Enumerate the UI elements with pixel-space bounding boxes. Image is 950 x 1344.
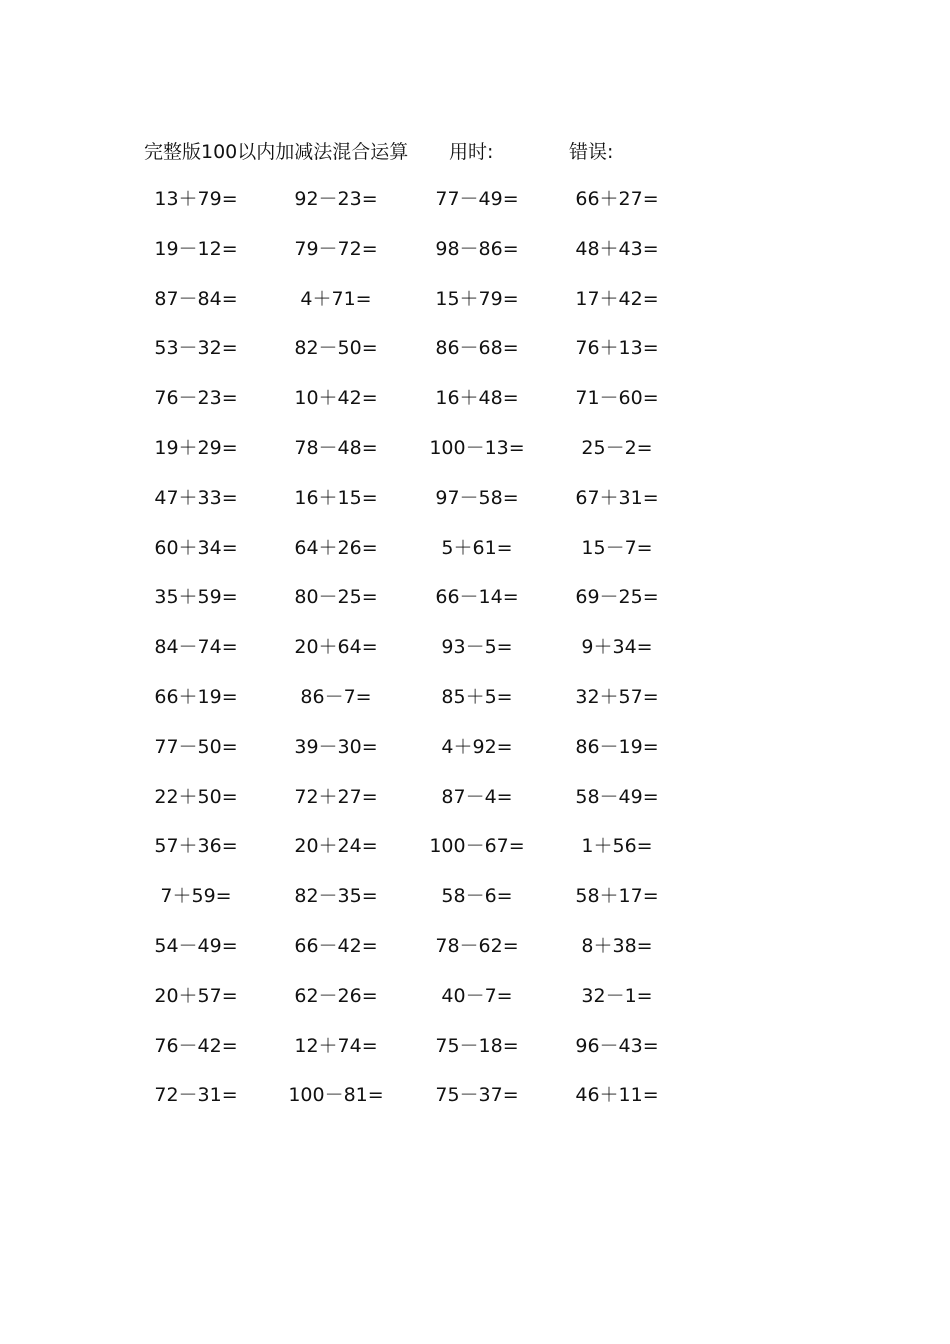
math-problem: 17＋42= — [575, 287, 659, 310]
math-problem: 82－35= — [294, 885, 378, 908]
math-problem: 76－23= — [154, 387, 238, 410]
math-problem: 1＋56= — [581, 835, 653, 858]
problem-row — [0, 584, 950, 634]
math-problem: 10＋42= — [294, 387, 378, 410]
math-problem: 66－42= — [294, 934, 378, 957]
problem-row — [0, 335, 950, 385]
math-problem: 4＋71= — [300, 287, 372, 310]
math-problem: 58＋17= — [575, 885, 659, 908]
math-problem: 77－49= — [435, 188, 519, 210]
problem-row — [0, 634, 950, 684]
math-problem: 75－18= — [435, 1034, 519, 1057]
math-problem: 75－37= — [435, 1084, 519, 1107]
math-problem: 87－4= — [441, 785, 513, 808]
math-problem: 53－32= — [154, 337, 238, 360]
math-problem: 78－48= — [294, 436, 378, 459]
math-problem: 86－68= — [435, 337, 519, 360]
math-problem: 96－43= — [575, 1034, 659, 1057]
math-problem: 67＋31= — [575, 486, 659, 509]
problem-row — [0, 833, 950, 883]
math-problem: 58－6= — [441, 885, 513, 908]
math-problem: 84－74= — [154, 636, 238, 659]
problem-row — [0, 435, 950, 485]
math-problem: 7＋59= — [160, 885, 232, 908]
math-problem: 100－81= — [288, 1084, 384, 1107]
math-problem: 22＋50= — [154, 785, 238, 808]
math-problem: 15－7= — [581, 536, 653, 559]
math-problem: 66＋19= — [154, 685, 238, 708]
math-problem: 66＋27= — [575, 188, 659, 210]
math-problem: 48＋43= — [575, 237, 659, 260]
math-problem: 35＋59= — [154, 586, 238, 609]
math-problem: 92－23= — [294, 188, 378, 210]
math-problem: 32－1= — [581, 984, 653, 1007]
math-problem: 32＋57= — [575, 685, 659, 708]
math-problem: 76－42= — [154, 1034, 238, 1057]
math-problem: 62－26= — [294, 984, 378, 1007]
math-problem: 46＋11= — [575, 1084, 659, 1107]
problem-row — [0, 385, 950, 435]
problem-row — [0, 684, 950, 734]
math-problem: 76＋13= — [575, 337, 659, 360]
math-problem: 98－86= — [435, 237, 519, 260]
problem-row — [0, 286, 950, 336]
math-problem: 80－25= — [294, 586, 378, 609]
math-problem: 72－31= — [154, 1084, 238, 1107]
problem-row — [0, 1033, 950, 1083]
math-problem: 8＋38= — [581, 934, 653, 957]
time-used-label: 用时: — [449, 141, 494, 163]
math-problem: 58－49= — [575, 785, 659, 808]
math-problem: 9＋34= — [581, 636, 653, 659]
math-problem: 13＋79= — [154, 188, 238, 210]
math-problem: 20＋57= — [154, 984, 238, 1007]
math-problem: 82－50= — [294, 337, 378, 360]
math-problem: 100－67= — [429, 835, 525, 858]
math-problem: 85＋5= — [441, 685, 513, 708]
math-problem: 78－62= — [435, 934, 519, 957]
math-problem: 69－25= — [575, 586, 659, 609]
problem-row — [0, 983, 950, 1033]
math-problem: 93－5= — [441, 636, 513, 659]
problem-row — [0, 883, 950, 933]
problem-row — [0, 535, 950, 585]
math-problem: 47＋33= — [154, 486, 238, 509]
math-problem: 97－58= — [435, 486, 519, 509]
math-problem: 100－13= — [429, 436, 525, 459]
math-problem: 4＋92= — [441, 735, 513, 758]
math-problem: 87－84= — [154, 287, 238, 310]
math-problem: 15＋79= — [435, 287, 519, 310]
math-problem: 86－7= — [300, 685, 372, 708]
math-problem: 40－7= — [441, 984, 513, 1007]
math-problem: 54－49= — [154, 934, 238, 957]
math-problem: 72＋27= — [294, 785, 378, 808]
problem-row — [0, 734, 950, 784]
math-problem: 16＋15= — [294, 486, 378, 509]
math-problem: 60＋34= — [154, 536, 238, 559]
math-problem: 20＋24= — [294, 835, 378, 858]
problem-row — [0, 933, 950, 983]
math-problem: 19＋29= — [154, 436, 238, 459]
math-problem: 19－12= — [154, 237, 238, 260]
math-problem: 66－14= — [435, 586, 519, 609]
problem-grid — [0, 186, 950, 1132]
math-problem: 25－2= — [581, 436, 653, 459]
math-problem: 64＋26= — [294, 536, 378, 559]
math-problem: 79－72= — [294, 237, 378, 260]
math-problem: 86－19= — [575, 735, 659, 758]
math-problem: 16＋48= — [435, 387, 519, 410]
errors-label: 错误: — [569, 141, 614, 163]
math-problem: 12＋74= — [294, 1034, 378, 1057]
math-problem: 71－60= — [575, 387, 659, 410]
math-problem: 39－30= — [294, 735, 378, 758]
problem-row — [0, 1082, 950, 1132]
problem-row — [0, 186, 950, 236]
math-problem: 77－50= — [154, 735, 238, 758]
problem-row — [0, 784, 950, 834]
math-problem: 57＋36= — [154, 835, 238, 858]
problem-row — [0, 485, 950, 535]
math-problem: 20＋64= — [294, 636, 378, 659]
worksheet-title: 完整版100以内加减法混合运算 — [144, 141, 409, 163]
math-problem: 5＋61= — [441, 536, 513, 559]
worksheet-header — [0, 137, 950, 165]
problem-row — [0, 236, 950, 286]
